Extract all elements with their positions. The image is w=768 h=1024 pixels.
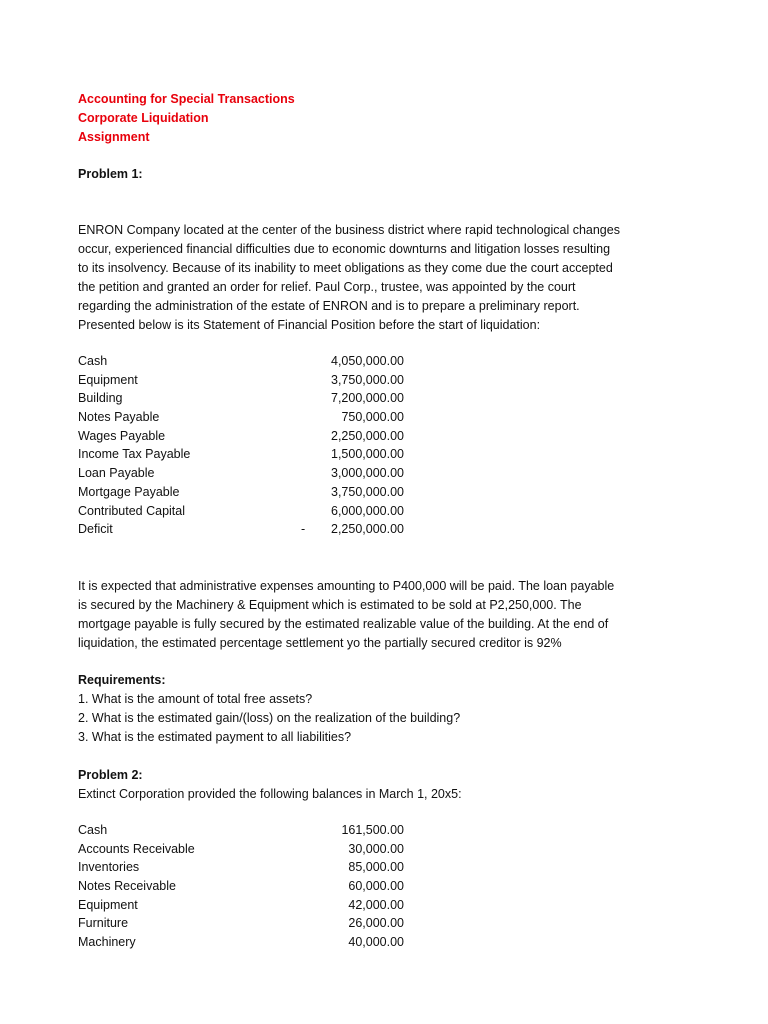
account-amount: 42,000.00: [348, 897, 404, 912]
problem1-balances-table: [78, 352, 404, 539]
account-label: Cash: [78, 823, 108, 837]
account-amount: 30,000.00: [348, 841, 404, 856]
balance-row: [78, 464, 404, 483]
balance-row: [78, 520, 404, 539]
balance-row: [78, 933, 404, 952]
problem1-details: [78, 577, 633, 653]
details-line: mortgage payable is fully secured by the estimated realizable value of the building. At the end of: [78, 617, 609, 631]
account-amount: 85,000.00: [348, 860, 404, 875]
account-label: Loan Payable: [78, 466, 155, 481]
intro-line: ENRON Company located at the center of the business district where rapid technological changes: [78, 223, 620, 237]
requirement-item: 3. What is the estimated payment to all liabilities?: [78, 730, 352, 744]
account-label: Notes Receivable: [78, 879, 176, 894]
account-label: Contributed Capital: [78, 503, 186, 518]
account-label: Inventories: [78, 860, 140, 875]
account-label: Wages Payable: [78, 428, 166, 443]
document-header: [78, 90, 295, 147]
problem2-heading: Problem 2:: [78, 768, 143, 782]
balance-row: [78, 427, 404, 446]
requirement-item: 2. What is the estimated gain/(loss) on the realization of the building?: [78, 711, 461, 725]
account-label: Income Tax Payable: [78, 447, 191, 462]
account-amount: 3,000,000.00: [331, 466, 404, 481]
account-amount: 6,000,000.00: [331, 503, 404, 518]
intro-line: regarding the administration of the estate of ENRON and is to prepare a preliminary report.: [78, 299, 580, 313]
account-amount: 7,200,000.00: [331, 391, 404, 406]
problem1-intro: [78, 221, 633, 335]
intro-line: occur, experienced financial difficulties due to economic downturns and litigation losses resulting: [78, 242, 611, 256]
account-label: Mortgage Payable: [78, 484, 180, 499]
intro-line: Presented below is its Statement of Financial Position before the start of liquidation:: [78, 318, 541, 332]
intro-line: the petition and granted an order for relief. Paul Corp., trustee, was appointed by the court: [78, 280, 576, 294]
balance-row: [78, 858, 404, 877]
balance-row: [78, 408, 404, 427]
account-label: Machinery: [78, 935, 136, 950]
assignment-label: Assignment: [78, 130, 150, 144]
balance-row: [78, 502, 404, 521]
account-amount: 4,050,000.00: [331, 354, 404, 368]
balance-row: [78, 877, 404, 896]
account-label: Equipment: [78, 897, 138, 912]
account-amount: 2,250,000.00: [331, 522, 404, 537]
account-label: Notes Payable: [78, 410, 160, 425]
problem2-intro: Extinct Corporation provided the following balances in March 1, 20x5:: [78, 787, 462, 801]
details-line: liquidation, the estimated percentage settlement yo the partially secured creditor is 92%: [78, 636, 562, 650]
account-amount: 3,750,000.00: [331, 484, 404, 499]
requirement-item: 1. What is the amount of total free assets?: [78, 692, 313, 706]
account-amount: 40,000.00: [348, 935, 404, 950]
account-label: Equipment: [78, 372, 138, 387]
details-line: It is expected that administrative expenses amounting to P400,000 will be paid. The loan payable: [78, 579, 615, 593]
negative-sign: -: [301, 522, 306, 537]
account-amount: 161,500.00: [341, 823, 404, 837]
course-title: Accounting for Special Transactions: [78, 92, 295, 106]
balance-row: [78, 445, 404, 464]
requirements-heading: Requirements:: [78, 673, 166, 687]
account-label: Cash: [78, 354, 108, 368]
account-label: Deficit: [78, 522, 113, 537]
account-label: Building: [78, 391, 123, 406]
account-amount: 750,000.00: [341, 410, 404, 425]
balance-row: [78, 389, 404, 408]
balance-row: [78, 914, 404, 933]
balance-row: [78, 896, 404, 915]
problem2-section: [78, 766, 462, 804]
balance-row: [78, 840, 404, 859]
problem2-balances-table: [78, 821, 404, 952]
account-label: Accounts Receivable: [78, 841, 195, 856]
requirements-section: [78, 671, 460, 747]
account-amount: 3,750,000.00: [331, 372, 404, 387]
account-amount: 2,250,000.00: [331, 428, 404, 443]
details-line: is secured by the Machinery & Equipment which is estimated to be sold at P2,250,000. The: [78, 598, 582, 612]
account-label: Furniture: [78, 916, 129, 931]
balance-row: [78, 371, 404, 390]
account-amount: 1,500,000.00: [331, 447, 404, 462]
topic-title: Corporate Liquidation: [78, 111, 209, 125]
account-amount: 26,000.00: [348, 916, 404, 931]
account-amount: 60,000.00: [348, 879, 404, 894]
intro-line: to its insolvency. Because of its inability to meet obligations as they come due the court accepted: [78, 261, 613, 275]
balance-row: [78, 352, 404, 371]
balance-row: [78, 821, 404, 840]
problem1-heading: Problem 1:: [78, 167, 143, 181]
balance-row: [78, 483, 404, 502]
